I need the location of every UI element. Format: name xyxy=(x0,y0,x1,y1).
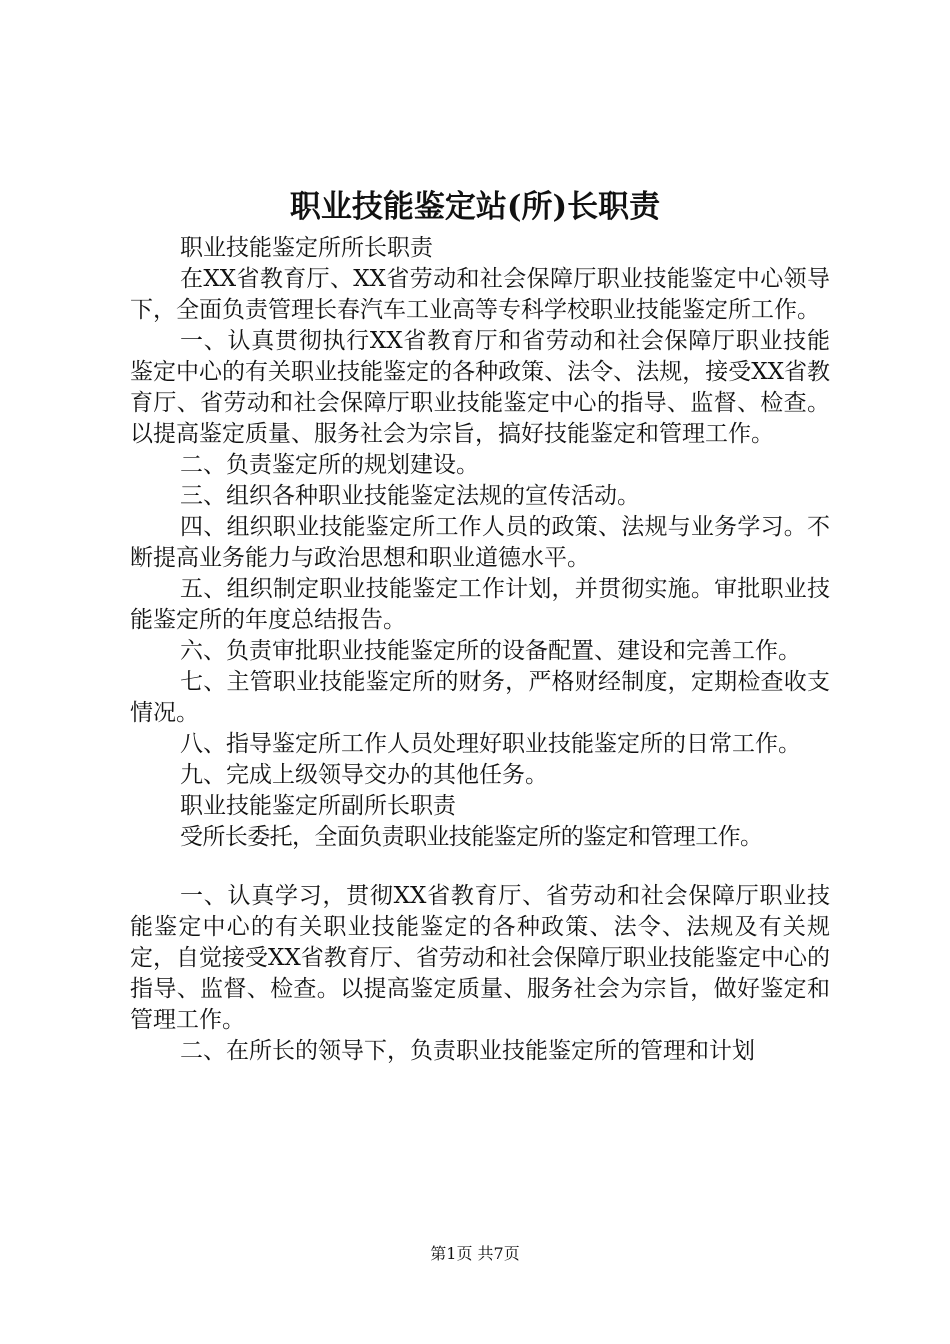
paragraph-director-duty-5: 五、组织制定职业技能鉴定工作计划，并贯彻实施。审批职业技能鉴定所的年度总结报告。 xyxy=(130,576,830,633)
paragraph-director-duty-1: 一、认真贯彻执行XX省教育厅和省劳动和社会保障厅职业技能鉴定中心的有关职业技能鉴定的各种政策、法令、法规，接受XX省教育厅、省劳动和社会保障厅职业技能鉴定中心的指导、监督、检查。以提高鉴定质量、服务社会为宗旨，搞好技能鉴定和管理工作。 xyxy=(130,328,830,447)
paragraph-deputy-intro: 受所长委托，全面负责职业技能鉴定所的鉴定和管理工作。 xyxy=(180,824,763,850)
paragraph-director-intro: 在XX省教育厅、XX省劳动和社会保障厅职业技能鉴定中心领导下，全面负责管理长春汽车工业高等专科学校职业技能鉴定所工作。 xyxy=(130,266,830,323)
page-number-footer: 第1页 共7页 xyxy=(430,1244,520,1263)
section-heading-deputy-director: 职业技能鉴定所副所长职责 xyxy=(180,793,456,819)
paragraph-deputy-duty-1: 一、认真学习，贯彻XX省教育厅、省劳动和社会保障厅职业技能鉴定中心的有关职业技能鉴定的各种政策、法令、法规及有关规定，自觉接受XX省教育厅、省劳动和社会保障厅职业技能鉴定中心的指导、监督、检查。以提高鉴定质量、服务社会为宗旨，做好鉴定和管理工作。 xyxy=(130,883,830,1033)
paragraph-director-duty-2: 二、负责鉴定所的规划建设。 xyxy=(180,452,479,478)
paragraph-director-duty-6: 六、负责审批职业技能鉴定所的设备配置、建设和完善工作。 xyxy=(180,638,801,664)
paragraph-director-duty-4: 四、组织职业技能鉴定所工作人员的政策、法规与业务学习。不断提高业务能力与政治思想和职业道德水平。 xyxy=(130,514,830,571)
paragraph-director-duty-8: 八、指导鉴定所工作人员处理好职业技能鉴定所的日常工作。 xyxy=(180,731,801,757)
document-body xyxy=(130,233,830,1067)
document-title: 职业技能鉴定站(所)长职责 xyxy=(289,189,661,225)
paragraph-director-duty-7: 七、主管职业技能鉴定所的财务，严格财经制度，定期检查收支情况。 xyxy=(130,669,830,726)
section-heading-director: 职业技能鉴定所所长职责 xyxy=(180,235,433,261)
paragraph-director-duty-9: 九、完成上级领导交办的其他任务。 xyxy=(180,762,548,788)
paragraph-deputy-duty-2: 二、在所长的领导下，负责职业技能鉴定所的管理和计划 xyxy=(180,1038,755,1064)
paragraph-director-duty-3: 三、组织各种职业技能鉴定法规的宣传活动。 xyxy=(180,483,640,509)
